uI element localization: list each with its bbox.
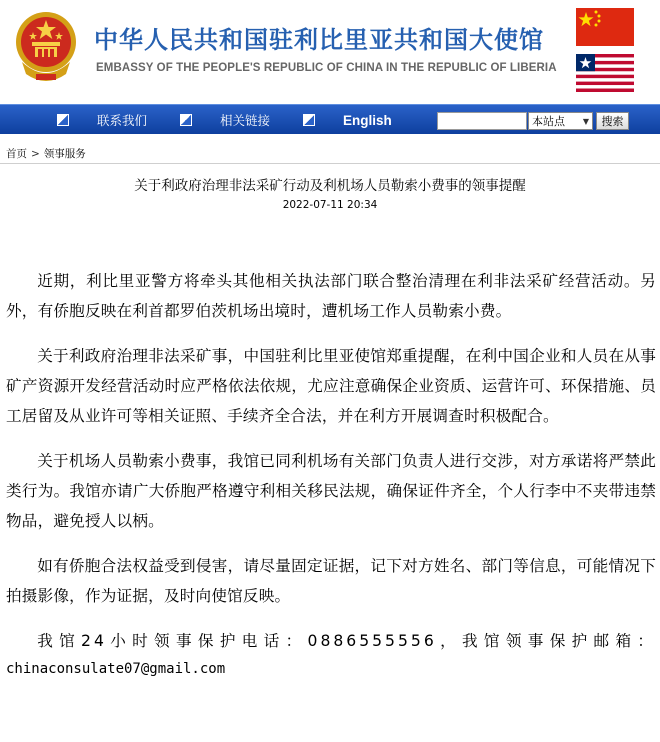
article-body	[6, 266, 656, 682]
chevron-down-icon: ▼	[582, 116, 589, 126]
breadcrumb-separator: >	[31, 147, 40, 160]
search-button[interactable]: 搜索	[596, 112, 629, 130]
nav-english[interactable]	[303, 105, 392, 135]
nav-related-links-label: 相关链接	[220, 113, 271, 128]
nav-english-label: English	[343, 112, 392, 128]
nav-contact-us-label: 联系我们	[97, 113, 148, 128]
article-paragraph: 关于利政府治理非法采矿事，中国驻利比里亚使馆郑重提醒，在利中国企业和人员在从事矿产资源开发经营活动时应严格依法依规，尤应注意确保企业资质、运营许可、环保措施、员工居留及从业许可等相关证照、手续齐全合法，并在利方开展调查时积极配合。	[6, 347, 656, 425]
breadcrumb	[6, 146, 86, 161]
site-title-cn: 中华人民共和国驻利比里亚共和国大使馆	[94, 26, 544, 54]
article-paragraph: 关于机场人员勒索小费事，我馆已同利机场有关部门负责人进行交涉，对方承诺将严禁此类行为。我馆亦请广大侨胞严格遵守利相关移民法规，确保证件齐全，个人行李中不夹带违禁物品，避免授人以柄。	[6, 452, 656, 530]
article-title: 关于利政府治理非法采矿行动及利机场人员勒索小费事的领事提醒	[134, 178, 526, 194]
nav-square-icon	[180, 114, 192, 126]
nav-bar	[0, 104, 660, 134]
article-paragraph: 近期，利比里亚警方将牵头其他相关执法部门联合整治清理在利非法采矿经营活动。另外，有侨胞反映在利首都罗伯茨机场出境时，遭机场工作人员勒索小费。	[6, 272, 656, 320]
liberia-flag-icon	[576, 54, 634, 92]
national-emblem-icon	[14, 8, 78, 86]
nav-square-icon	[57, 114, 69, 126]
breadcrumb-section[interactable]: 领事服务	[43, 148, 86, 160]
site-title-en: EMBASSY OF THE PEOPLE'S REPUBLIC OF CHINA IN THE REPUBLIC OF LIBERIA	[96, 62, 557, 74]
hotline-text: 我馆24小时领事保护电话：0886555556，我馆领事保护邮箱：	[37, 632, 656, 650]
scope-select[interactable]	[528, 112, 593, 130]
nav-related-links[interactable]	[180, 105, 270, 135]
china-flag-icon	[576, 8, 634, 46]
article-date: 2022-07-11 20:34	[282, 199, 378, 211]
nav-square-icon	[303, 114, 315, 126]
search-input[interactable]	[437, 112, 527, 130]
site-header	[0, 0, 660, 104]
consular-email[interactable]: chinaconsulate07@gmail.com	[6, 661, 226, 677]
scope-select-value: 本站点	[532, 115, 565, 128]
nav-contact-us[interactable]	[57, 105, 147, 135]
divider	[0, 163, 660, 164]
article-paragraph: 如有侨胞合法权益受到侵害，请尽量固定证据，记下对方姓名、部门等信息，可能情况下拍摄影像，作为证据，及时向使馆反映。	[6, 557, 656, 605]
breadcrumb-home[interactable]: 首页	[6, 148, 27, 160]
